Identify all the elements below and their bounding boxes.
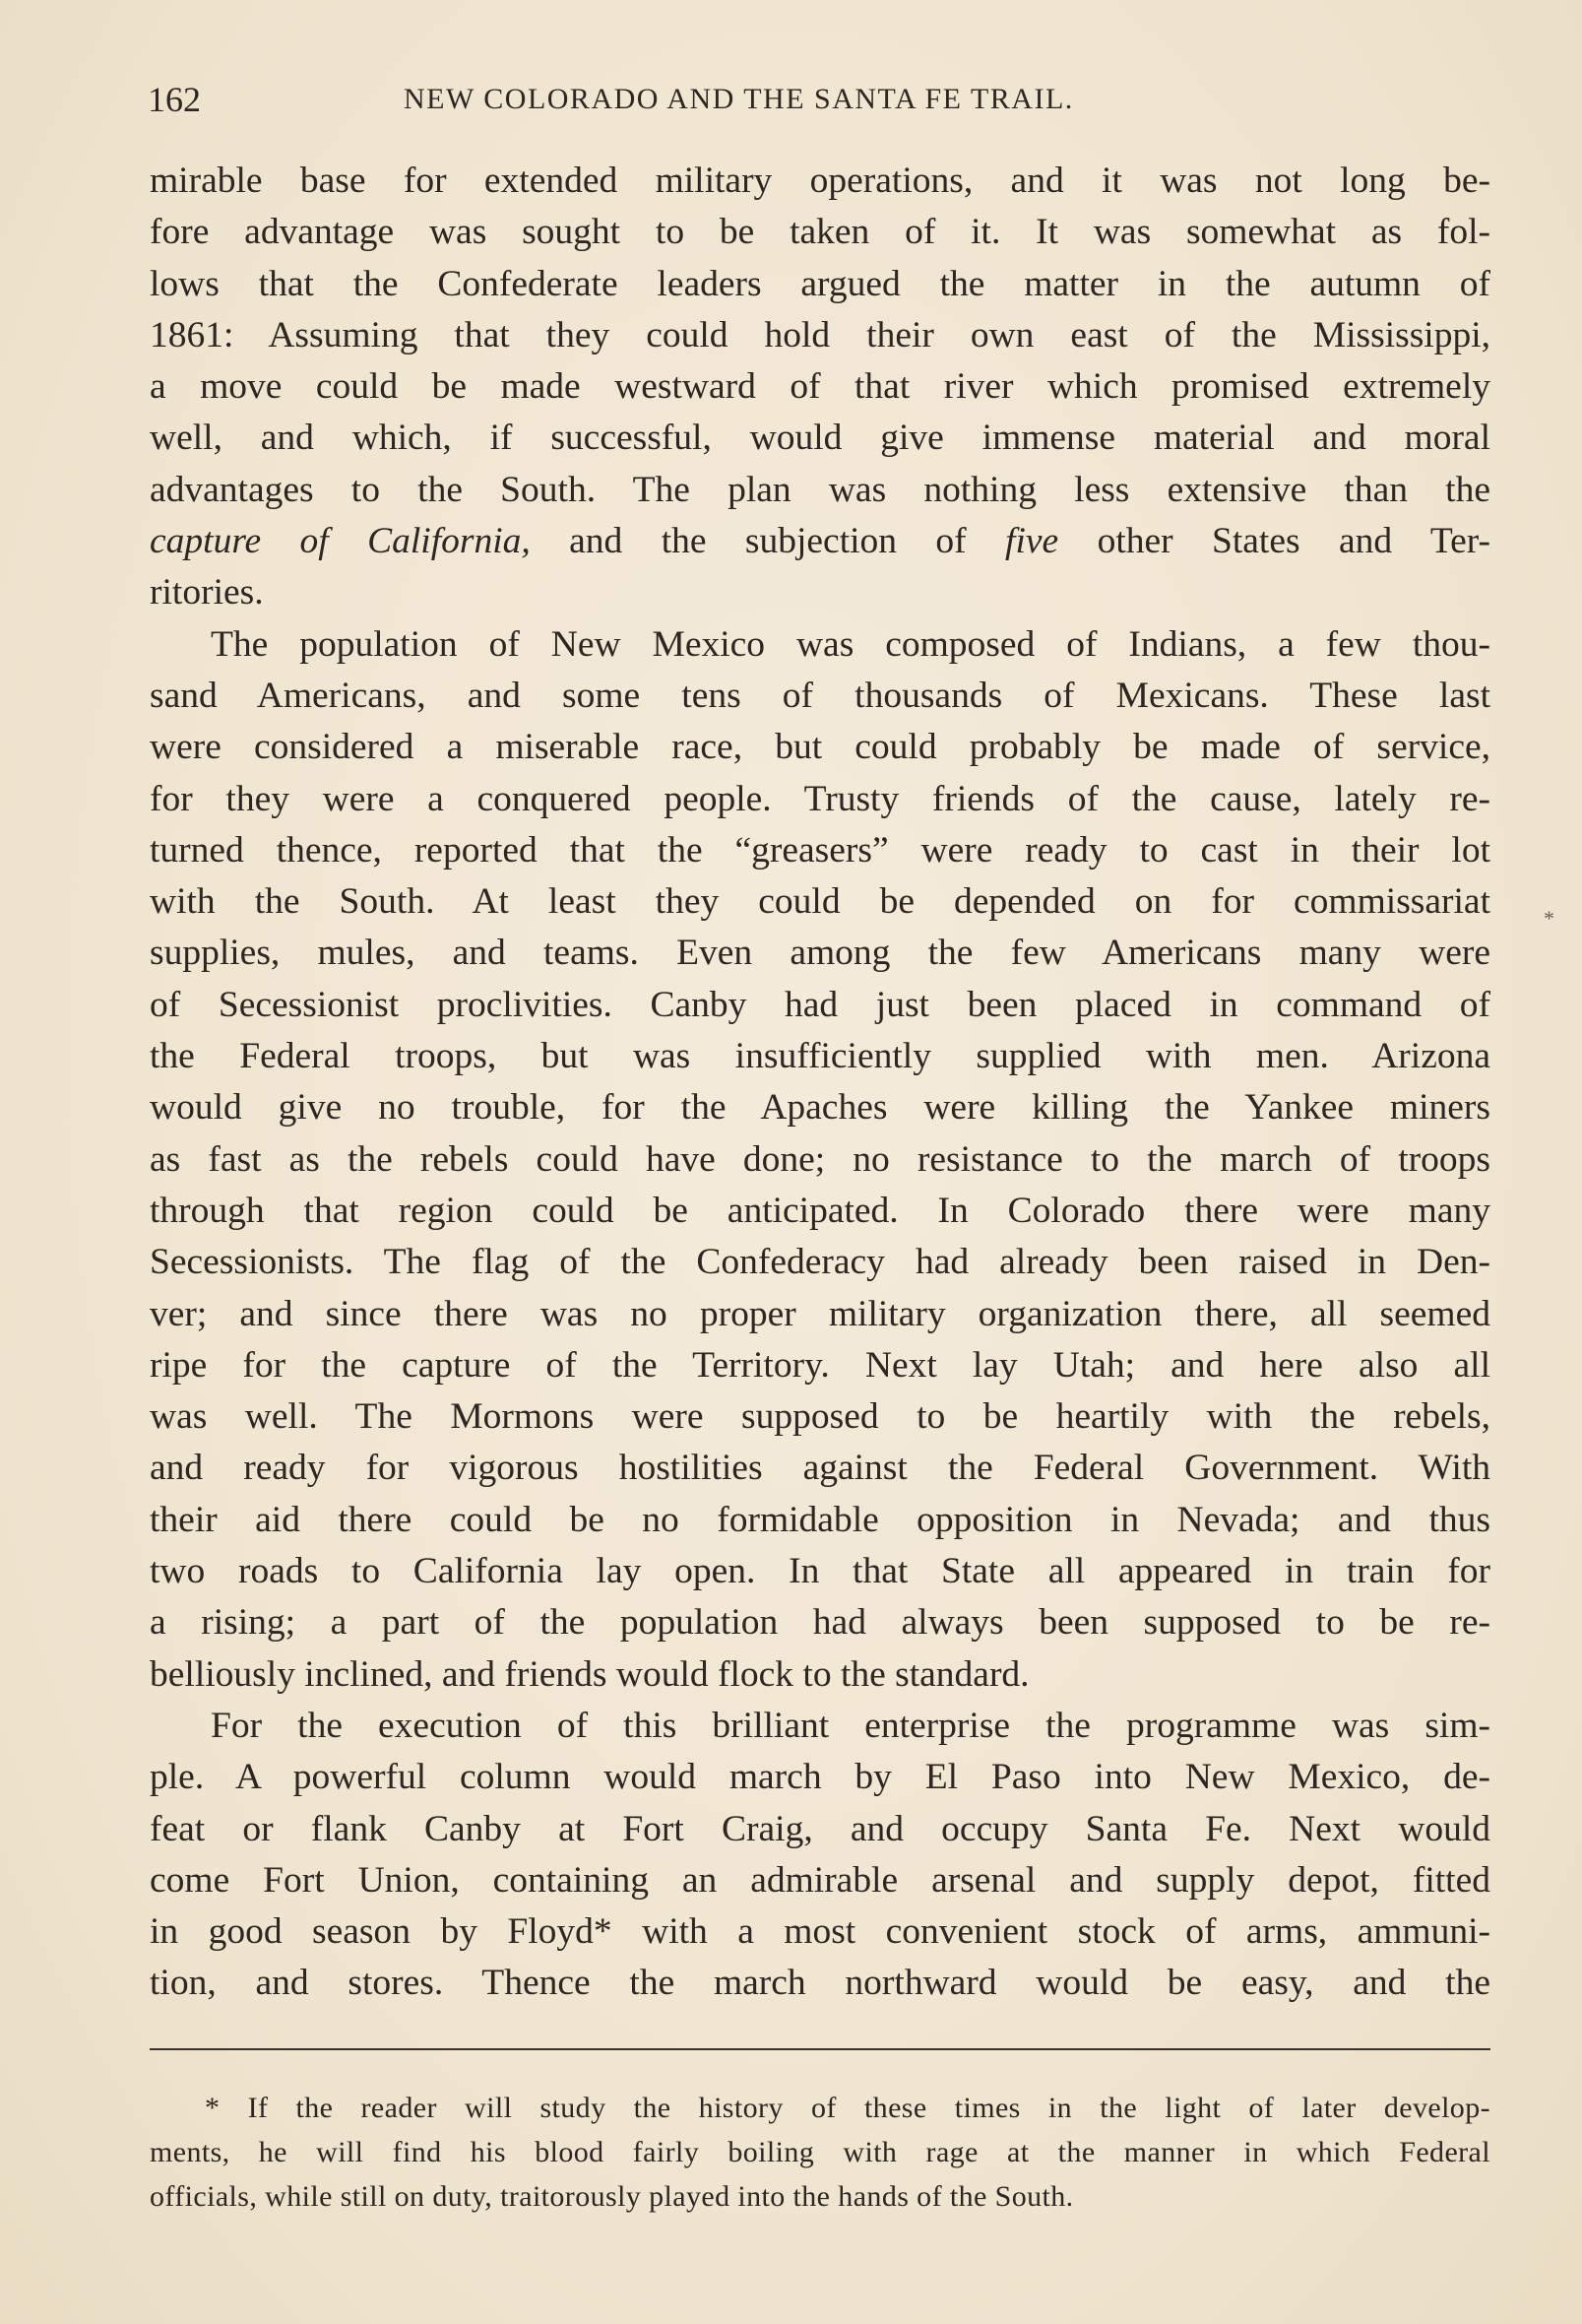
text-line: would give no trouble, for the Apaches were killing the Yankee miners	[150, 1087, 1490, 1129]
footnote-line: * If the reader will study the history of these times in the light of later develop-	[205, 2092, 1490, 2124]
text-line: advantages to the South. The plan was nothing less extensive than the	[150, 469, 1490, 510]
page-header	[148, 79, 1240, 122]
text-line: lows that the Confederate leaders argued the matter in the autumn of	[150, 263, 1490, 304]
text-line: For the execution of this brilliant enterprise the programme was sim-	[211, 1705, 1490, 1746]
footnote	[150, 2086, 1490, 2219]
text-line: the Federal troops, but was insufficiently supplied with men. Arizona	[150, 1036, 1490, 1077]
footnote-line: ments, he will find his blood fairly boiling with rage at the manner in which Federal	[150, 2136, 1490, 2168]
text-line: well, and which, if successful, would give immense material and moral	[150, 418, 1490, 459]
text-line: through that region could be anticipated. In Colorado there were many	[150, 1190, 1490, 1231]
text-fragment: and the subjection of	[530, 521, 1006, 562]
text-line: ritories.	[150, 572, 264, 613]
italic-phrase: capture of California,	[150, 521, 531, 562]
text-line: two roads to California lay open. In that State all appeared in train for	[150, 1551, 1490, 1592]
text-fragment: other States and Ter-	[1058, 521, 1490, 562]
text-line: and ready for vigorous hostilities against the Federal Government. With	[150, 1448, 1490, 1489]
text-line: come Fort Union, containing an admirable arsenal and supply depot, fitted	[150, 1859, 1490, 1901]
text-line: supplies, mules, and teams. Even among the few Americans many were	[150, 933, 1490, 974]
italic-word: five	[1005, 521, 1059, 562]
text-line: their aid there could be no formidable opposition in Nevada; and thus	[150, 1499, 1490, 1540]
margin-speck: *	[1544, 906, 1554, 931]
footnote-rule	[150, 2048, 1490, 2050]
text-line: ripe for the capture of the Territory. Next lay Utah; and here also all	[150, 1344, 1490, 1386]
text-line: fore advantage was sought to be taken of it. It was somewhat as fol-	[150, 212, 1490, 253]
text-line: was well. The Mormons were supposed to be heartily with the rebels,	[150, 1396, 1490, 1438]
text-line: belliously inclined, and friends would flock to the standard.	[150, 1653, 1030, 1695]
text-line: tion, and stores. Thence the march northward would be easy, and the	[150, 1963, 1490, 2004]
running-head: NEW COLORADO AND THE SANTA FE TRAIL.	[404, 83, 1074, 115]
footnote-line: officials, while still on duty, traitorously played into the hands of the South.	[150, 2180, 1074, 2213]
text-line: a move could be made westward of that river which promised extremely	[150, 366, 1490, 408]
text-line: for they were a conquered people. Trusty friends of the cause, lately re-	[150, 778, 1490, 819]
text-line: ple. A powerful column would march by El Paso into New Mexico, de-	[150, 1757, 1490, 1798]
text-line: The population of New Mexico was composed of Indians, a few thou-	[211, 623, 1490, 665]
text-line: of Secessionist proclivities. Canby had just been placed in command of	[150, 984, 1490, 1025]
text-line: feat or flank Canby at Fort Craig, and occupy Santa Fe. Next would	[150, 1808, 1490, 1849]
text-line: ver; and since there was no proper military organization there, all seemed	[150, 1293, 1490, 1334]
text-line	[150, 516, 1490, 567]
body-text	[150, 156, 1490, 2010]
page-number: 162	[148, 80, 201, 119]
text-line: in good season by Floyd* with a most convenient stock of arms, ammuni-	[150, 1911, 1490, 1953]
text-line: as fast as the rebels could have done; no resistance to the march of troops	[150, 1138, 1490, 1180]
text-line: with the South. At least they could be depended on for commissariat	[150, 881, 1490, 923]
text-line: a rising; a part of the population had always been supposed to be re-	[150, 1602, 1490, 1644]
text-line: sand Americans, and some tens of thousands of Mexicans. These last	[150, 675, 1490, 716]
text-line: were considered a miserable race, but could probably be made of service,	[150, 727, 1490, 768]
text-line: turned thence, reported that the “greasers” were ready to cast in their lot	[150, 829, 1490, 871]
text-line: Secessionists. The flag of the Confederacy had already been raised in Den-	[150, 1242, 1490, 1283]
text-line: mirable base for extended military operations, and it was not long be-	[150, 161, 1490, 201]
text-line: 1861: Assuming that they could hold their own east of the Mississippi,	[150, 314, 1490, 355]
